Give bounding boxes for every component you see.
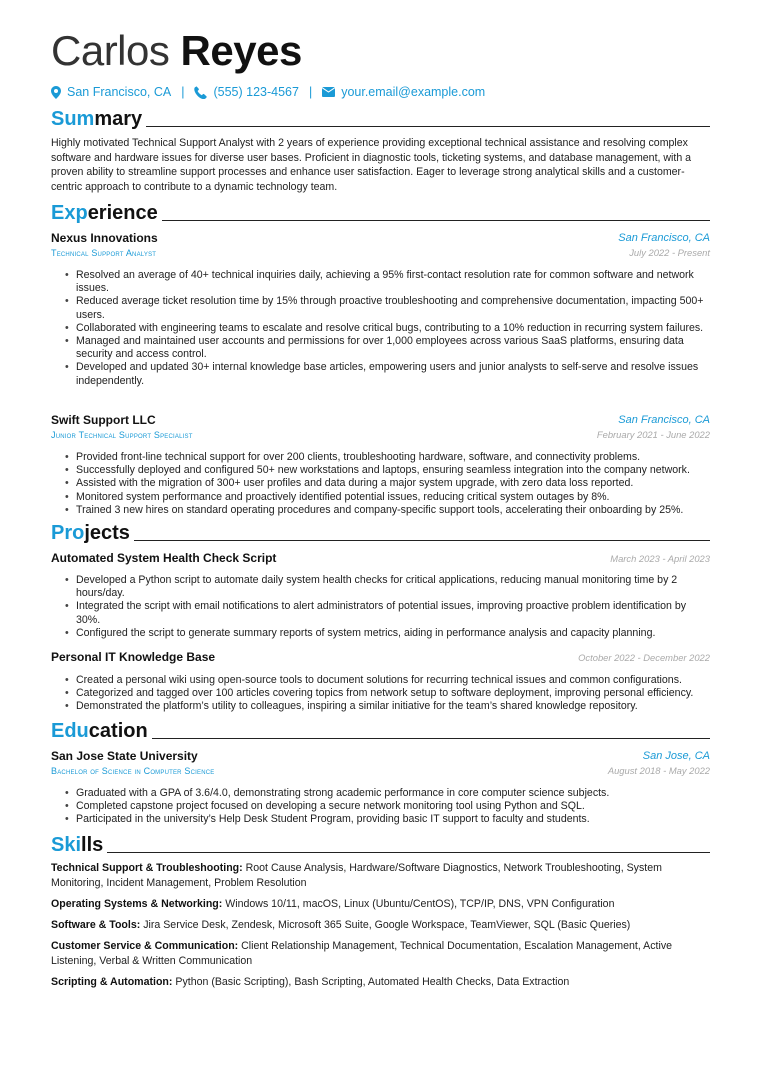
section-rule bbox=[152, 738, 710, 739]
skill-row bbox=[51, 897, 710, 912]
education-subheader bbox=[51, 765, 710, 777]
experience-heading-accent: Exp bbox=[51, 202, 88, 224]
list-item: • Created a personal wiki using open-source tools to document solutions for recurring technical issues and common configurations. bbox=[65, 674, 710, 687]
project-2-header bbox=[51, 650, 710, 665]
education-heading bbox=[51, 720, 710, 742]
contact-separator: | bbox=[181, 85, 185, 99]
skills-heading bbox=[51, 834, 710, 856]
contact-line bbox=[51, 85, 485, 99]
section-rule bbox=[107, 852, 710, 853]
education-heading-accent: Edu bbox=[51, 720, 89, 742]
last-name: Reyes bbox=[180, 27, 302, 74]
map-pin-icon bbox=[51, 86, 61, 99]
skill-row bbox=[51, 861, 710, 890]
phone-text: (555) 123-4567 bbox=[213, 85, 299, 99]
summary-heading-rest: mary bbox=[94, 108, 143, 130]
section-rule bbox=[162, 220, 710, 221]
skill-value: Client Relationship Management, Technical Documentation, Escalation Management, Active Listening, Verbal & Written Communication bbox=[51, 940, 673, 967]
section-rule bbox=[146, 126, 710, 127]
project-1-name: Automated System Health Check Script bbox=[51, 551, 277, 565]
contact-email[interactable] bbox=[322, 85, 485, 99]
phone-icon bbox=[194, 86, 207, 99]
first-name: Carlos bbox=[51, 27, 170, 74]
skill-value: Jira Service Desk, Zendesk, Microsoft 365 Suite, Google Workspace, TeamViewer, SQL (Basic Queries) bbox=[143, 919, 631, 931]
skill-label: Customer Service & Communication: bbox=[51, 940, 239, 952]
job-2-bullets bbox=[65, 451, 710, 517]
list-item: • Integrated the script with email notifications to alert administrators of potential issues, improving proactive problem identification by 30%. bbox=[65, 600, 710, 626]
summary-heading-accent: Sum bbox=[51, 108, 95, 130]
summary-heading bbox=[51, 108, 710, 130]
job-1-subheader bbox=[51, 247, 710, 259]
job-2-dates: February 2021 - June 2022 bbox=[596, 429, 710, 440]
list-item: • Assisted with the migration of 300+ user profiles and data during a major system upgrade, with zero data loss reported. bbox=[65, 477, 710, 490]
list-item: • Demonstrated the platform’s utility to colleagues, inspiring a similar initiative for the team’s shared knowledge repository. bbox=[65, 700, 710, 713]
education-bullets bbox=[65, 787, 710, 827]
job-2-subheader bbox=[51, 429, 710, 441]
list-item: • Graduated with a GPA of 3.6/4.0, demonstrating strong academic performance in core computer science subjects. bbox=[65, 787, 710, 800]
job-2-location: San Francisco, CA bbox=[618, 414, 710, 426]
list-item: • Trained 3 new hires on standard operating procedures and company-specific support tools, accelerating their onboarding by 25%. bbox=[65, 504, 710, 517]
skill-row bbox=[51, 918, 710, 933]
envelope-icon bbox=[322, 87, 335, 97]
job-2-header bbox=[51, 413, 710, 428]
summary-text: Highly motivated Technical Support Analyst with 2 years of experience providing exceptional technical assistance and resolving complex software and hardware issues for diverse user bases. Proficient in diagnostic tools, ticketing systems, and database management, with a proven ability to streamline support processes and enhance user satisfaction. Eager to leverage strong analytical skills and a customer-centric approach to contribute to a dynamic technology team. bbox=[51, 137, 692, 193]
project-2-bullets bbox=[65, 674, 710, 714]
list-item: • Resolved an average of 40+ technical inquiries daily, achieving a 95% first-contact resolution rate for common software and network issues. bbox=[65, 269, 710, 295]
skills-heading-rest: lls bbox=[81, 834, 104, 856]
skill-row bbox=[51, 939, 710, 968]
skills-heading-accent: Ski bbox=[51, 834, 82, 856]
job-1-header bbox=[51, 231, 710, 246]
list-item: • Successfully deployed and configured 50+ new workstations and laptops, ensuring seamless integration into the company network. bbox=[65, 464, 710, 477]
skill-value: Python (Basic Scripting), Bash Scripting, Automated Health Checks, Data Extraction bbox=[175, 976, 570, 988]
job-2-role: Junior Technical Support Specialist bbox=[51, 430, 193, 440]
list-item: • Participated in the university’s Help Desk Student Program, providing basic IT support to faculty and students. bbox=[65, 813, 710, 826]
email-text: your.email@example.com bbox=[341, 85, 486, 99]
job-1-company: Nexus Innovations bbox=[51, 231, 158, 245]
skill-label: Software & Tools: bbox=[51, 919, 141, 931]
contact-location bbox=[51, 85, 171, 99]
list-item: • Collaborated with engineering teams to escalate and resolve critical bugs, contributing to a 10% reduction in recurring system failures. bbox=[65, 322, 710, 335]
skill-value: Windows 10/11, macOS, Linux (Ubuntu/CentOS), TCP/IP, DNS, VPN Configuration bbox=[225, 898, 615, 910]
project-1-bullets bbox=[65, 574, 710, 640]
experience-heading-rest: erience bbox=[87, 202, 158, 224]
candidate-name bbox=[51, 28, 302, 74]
location-text: San Francisco, CA bbox=[67, 85, 172, 99]
education-dates: August 2018 - May 2022 bbox=[607, 765, 710, 776]
list-item: • Developed a Python script to automate daily system health checks for critical applications, reducing manual monitoring time by 2 hours/day. bbox=[65, 574, 710, 600]
list-item: • Monitored system performance and proactively identified potential issues, reducing critical system outages by 8%. bbox=[65, 491, 710, 504]
skill-row bbox=[51, 975, 710, 990]
job-1-bullets bbox=[65, 269, 710, 388]
list-item: • Completed capstone project focused on developing a secure network monitoring tool using Python and SQL. bbox=[65, 800, 710, 813]
experience-heading bbox=[51, 202, 710, 224]
list-item: • Managed and maintained user accounts and permissions for over 1,000 employees across various SaaS platforms, ensuring data security and access control. bbox=[65, 335, 710, 361]
list-item: • Categorized and tagged over 100 articles covering topics from network setup to software deployment, improving personal efficiency. bbox=[65, 687, 710, 700]
project-2-name: Personal IT Knowledge Base bbox=[51, 650, 216, 664]
skill-value: Root Cause Analysis, Hardware/Software Diagnostics, Network Troubleshooting, System Monitoring, Incident Management, Problem Resolution bbox=[51, 862, 662, 889]
contact-phone[interactable] bbox=[194, 85, 298, 99]
section-rule bbox=[134, 540, 710, 541]
list-item: • Configured the script to generate summary reports of system metrics, aiding in performance analysis and capacity planning. bbox=[65, 627, 710, 640]
projects-heading bbox=[51, 522, 710, 544]
project-1-header bbox=[51, 551, 710, 566]
job-2-company: Swift Support LLC bbox=[51, 413, 156, 427]
list-item: • Developed and updated 30+ internal knowledge base articles, empowering users and junior analysts to self-serve and resolve issues independently. bbox=[65, 361, 710, 387]
education-heading-rest: cation bbox=[88, 720, 148, 742]
projects-heading-rest: jects bbox=[84, 522, 130, 544]
job-1-role: Technical Support Analyst bbox=[51, 248, 157, 258]
job-1-location: San Francisco, CA bbox=[618, 232, 710, 244]
job-1-dates: July 2022 - Present bbox=[629, 247, 710, 258]
project-2-dates: October 2022 - December 2022 bbox=[578, 652, 710, 663]
education-school: San Jose State University bbox=[51, 749, 198, 763]
list-item: • Provided front-line technical support for over 200 clients, troubleshooting hardware, software, and connectivity problems. bbox=[65, 451, 710, 464]
contact-separator: | bbox=[308, 85, 313, 99]
education-degree: Bachelor of Science in Computer Science bbox=[51, 766, 215, 776]
education-location: San Jose, CA bbox=[642, 750, 710, 762]
skill-label: Operating Systems & Networking: bbox=[51, 898, 223, 910]
skill-label: Scripting & Automation: bbox=[51, 976, 173, 988]
list-item: • Reduced average ticket resolution time by 15% through proactive troubleshooting and comprehensive documentation, impacting 500+ users. bbox=[65, 295, 710, 321]
education-header bbox=[51, 749, 710, 764]
skill-label: Technical Support & Troubleshooting: bbox=[51, 862, 243, 874]
project-1-dates: March 2023 - April 2023 bbox=[610, 553, 710, 564]
projects-heading-accent: Pro bbox=[51, 522, 85, 544]
